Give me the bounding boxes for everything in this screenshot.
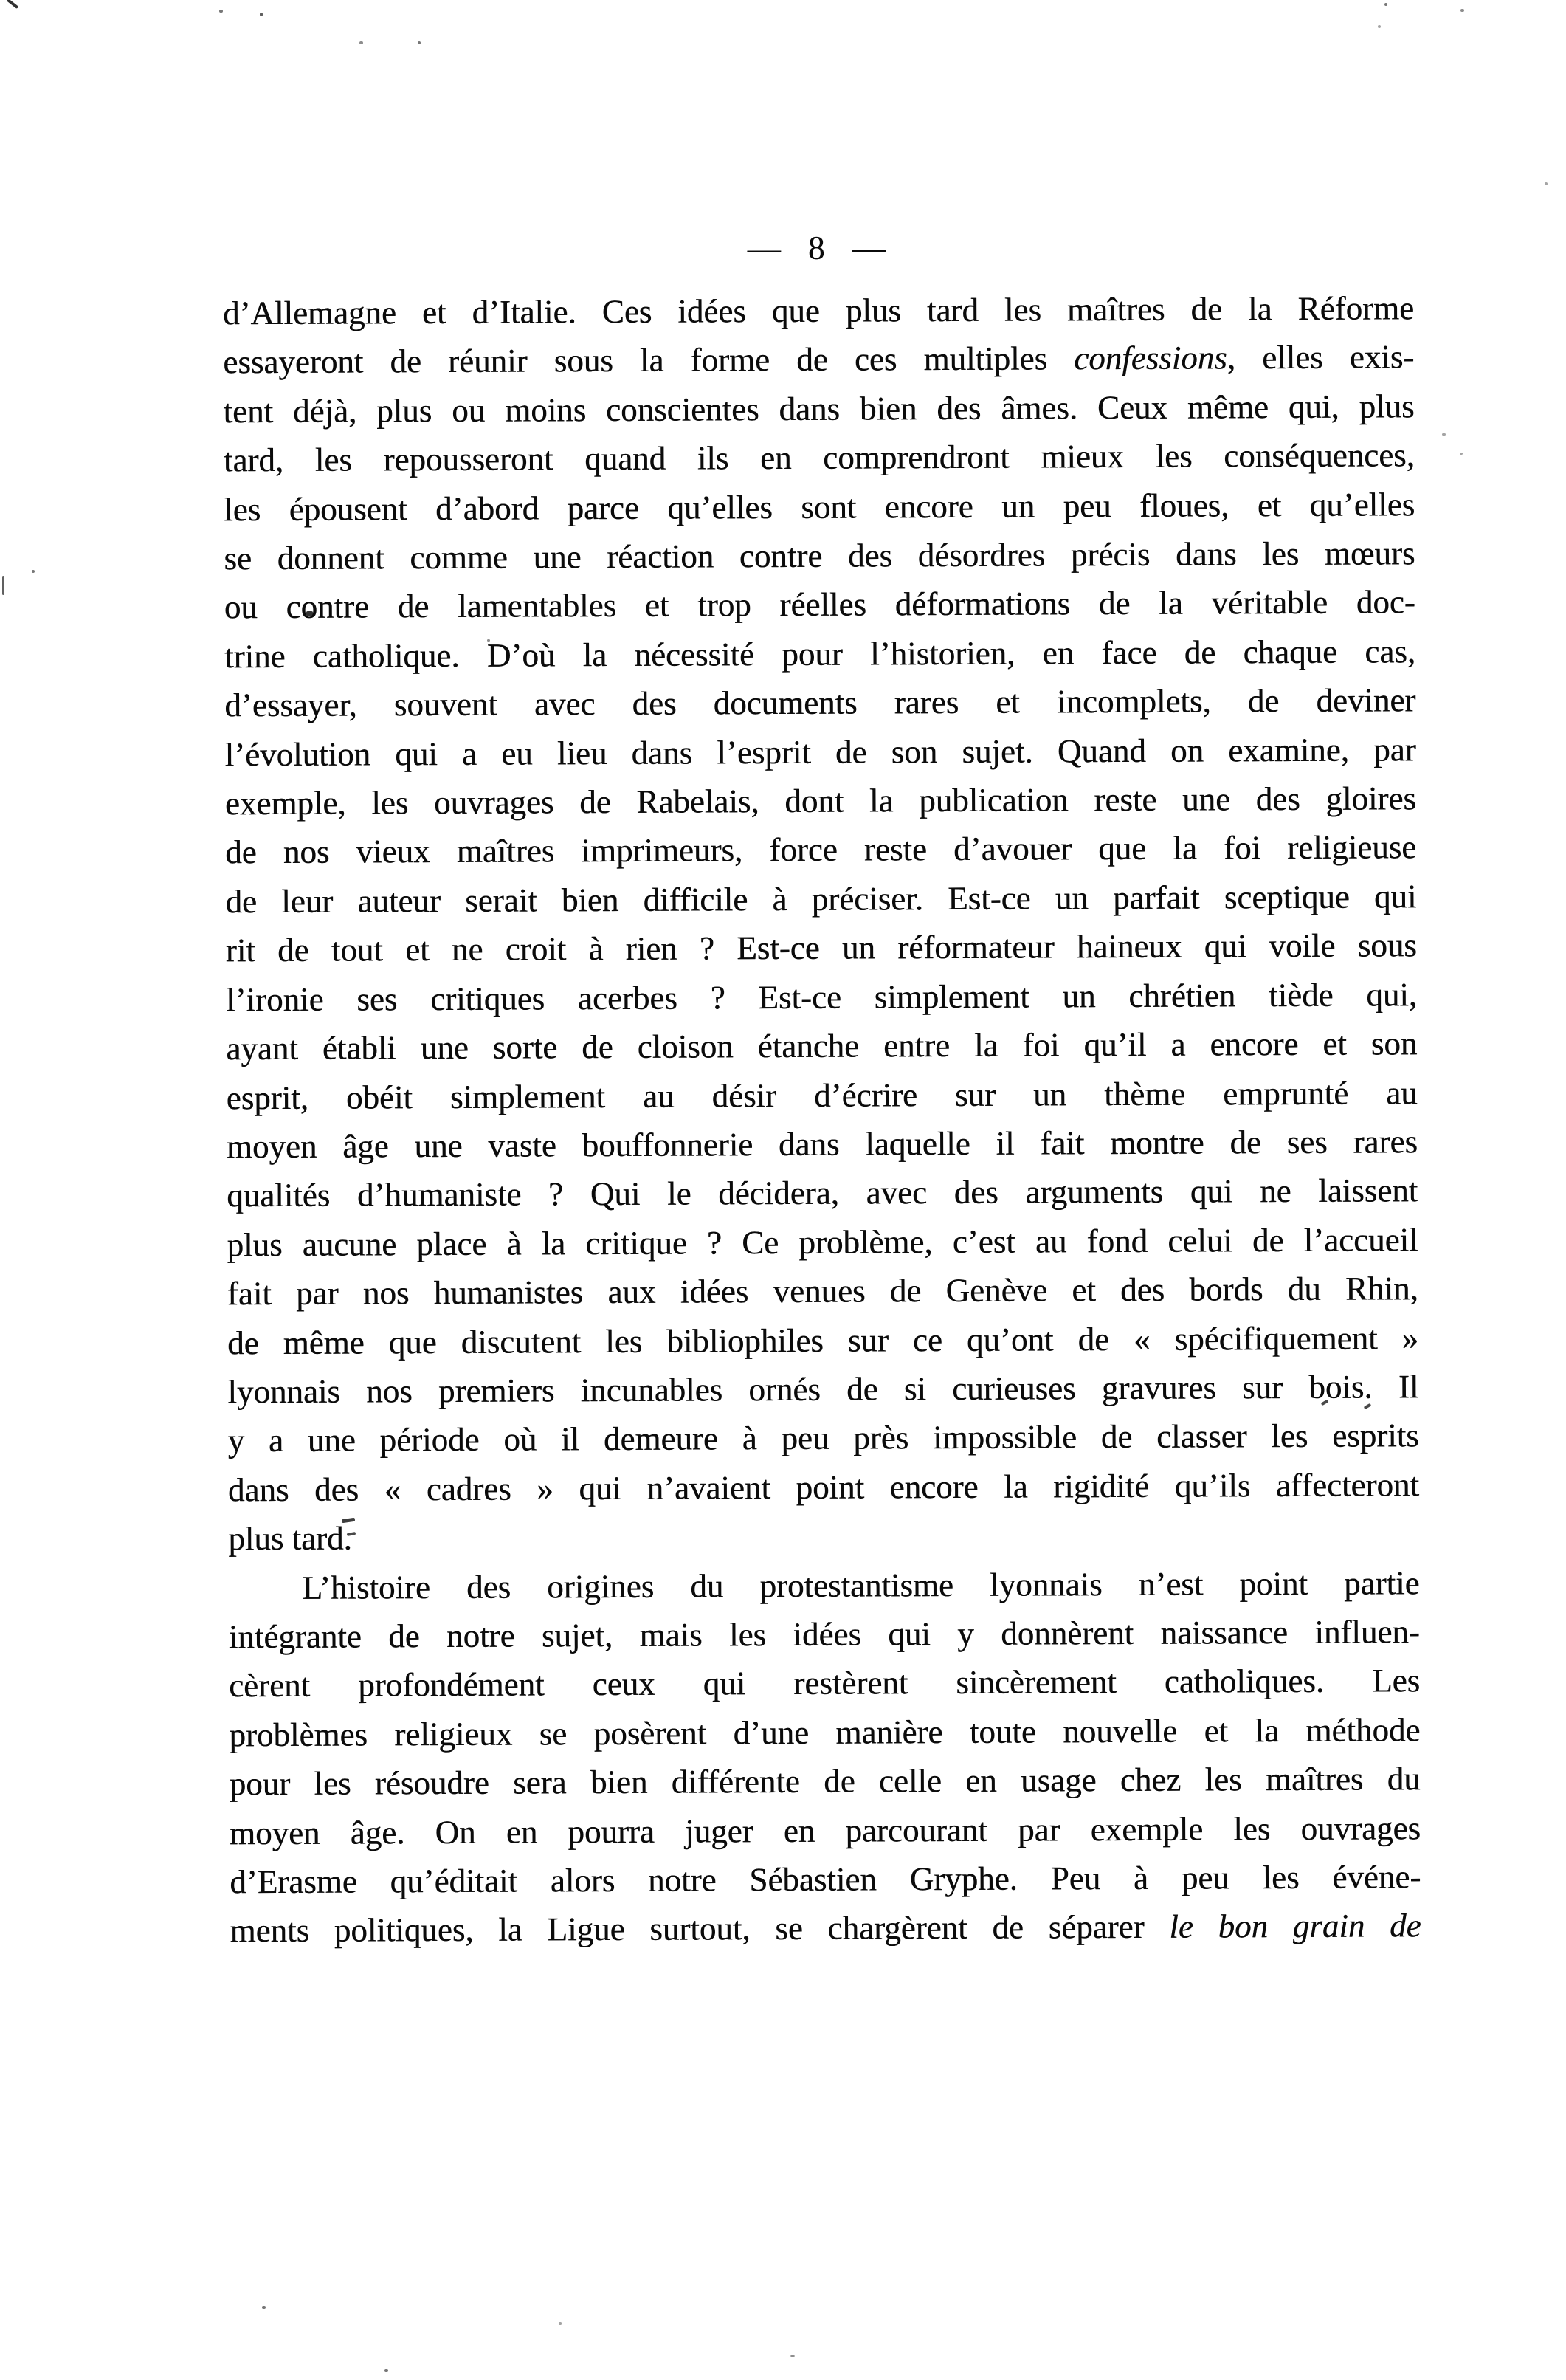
text-line [224, 430, 1415, 484]
text-line [228, 1411, 1419, 1465]
text-line [225, 872, 1416, 926]
text-line [224, 725, 1415, 779]
text-line [227, 1313, 1418, 1367]
page-number: — 8 — [747, 229, 889, 267]
text-segment: rit de tout et ne croit à rien ? Est-ce un réformateur haineux qui voile sous [225, 926, 1417, 969]
text-segment: dans des « cadres » qui n’avaient point encore la rigidité qu’ils affecteront [227, 1466, 1420, 1509]
text-segment: pour les résoudre sera bien différente de celle en usage chez les maîtres du [229, 1760, 1421, 1803]
text-line [226, 970, 1417, 1024]
text-line [224, 480, 1415, 534]
text-line [228, 1558, 1419, 1612]
text-segment: , elles exis- [1227, 338, 1415, 376]
text-line [227, 1117, 1418, 1171]
text-segment: y a une période où il demeure à peu près impossible de classer les esprits [227, 1417, 1419, 1459]
text-segment: ou contre de lamentables et trop réelles déformations de la véritable doc- [224, 583, 1415, 626]
text-segment: d’Allemagne et d’Italie. Ces idées que plus tard les maîtres de la Réforme [222, 289, 1415, 332]
italic-text-segment: le bon grain de [1169, 1907, 1421, 1946]
text-line [229, 1607, 1420, 1661]
text-segment: ayant établi une sorte de cloison étanche entre la foi qu’il a encore et son [226, 1025, 1418, 1067]
text-segment: fait par nos humanistes aux idées venues de Genève et des bords du Rhin, [227, 1270, 1418, 1313]
text-segment: plus aucune place à la critique ? Ce problème, c’est au fond celui de l’accueil [227, 1220, 1418, 1264]
text-segment: ments politiques, la Ligue surtout, se chargèrent de séparer [230, 1908, 1170, 1950]
text-line [224, 627, 1415, 681]
text-segment: essayeront de réunir sous la forme de ces multiples [223, 340, 1075, 381]
text-line [228, 1509, 1419, 1563]
text-line [230, 1852, 1421, 1906]
text-line [224, 529, 1415, 582]
text-line [227, 1166, 1418, 1220]
text-line [227, 1264, 1418, 1318]
text-line [223, 283, 1414, 337]
text-segment: lyonnais nos premiers incunables ornés de si curieuses gravures sur bois. Il [227, 1368, 1419, 1411]
text-line [223, 382, 1414, 436]
text-segment: l’ironie ses critiques acerbes ? Est-ce simplement un chrétien tiède qui, [225, 975, 1418, 1018]
text-line [223, 333, 1414, 387]
text-line [225, 774, 1416, 828]
text-line [225, 823, 1416, 877]
text-segment: plus tard. [228, 1519, 352, 1558]
text-segment: d’essayer, souvent avec des documents rares et incomplets, de deviner [224, 681, 1416, 724]
text-segment: de nos vieux maîtres imprimeurs, force reste d’avouer que la foi religieuse [225, 828, 1417, 871]
text-segment: de leur auteur serait bien difficile à préciser. Est-ce un parfait sceptique qui [225, 878, 1417, 921]
text-segment: d’Erasme qu’éditait alors notre Sébastien Gryphe. Peu à peu les événe- [230, 1858, 1421, 1901]
text-segment: esprit, obéit simplement au désir d’écrire sur un thème emprunté au [226, 1073, 1418, 1116]
text-segment: l’évolution qui a eu lieu dans l’esprit de son sujet. Quand on examine, par [224, 730, 1416, 773]
text-line [228, 1460, 1419, 1514]
text-segment: de même que discutent les bibliophiles sur ce qu’ont de « spécifiquement » [227, 1318, 1419, 1361]
text-line [226, 921, 1417, 975]
text-segment: intégrante de notre sujet, mais les idées qui y donnèrent naissance influen- [228, 1613, 1420, 1656]
text-segment: se donnent comme une réaction contre des désordres précis dans les mœurs [224, 534, 1415, 577]
text-line [226, 1019, 1417, 1073]
text-segment: les épousent d’abord parce qu’elles sont encore un peu floues, et qu’elles [224, 485, 1415, 528]
text-segment: moyen âge. On en pourra juger en parcourant par exemple les ouvrages [229, 1809, 1421, 1851]
text-line [227, 1362, 1418, 1416]
text-line [229, 1705, 1420, 1759]
text-segment: moyen âge une vaste bouffonnerie dans laquelle il fait montre de ses rares [226, 1123, 1418, 1166]
text-segment: qualités d’humaniste ? Qui le décidera, avec des arguments qui ne laissent [227, 1172, 1418, 1214]
text-segment: trine catholique. D’où la nécessité pour l’historien, en face de chaque cas, [224, 633, 1416, 675]
text-body [223, 283, 1421, 1956]
text-line [227, 1068, 1418, 1122]
text-line [229, 1657, 1420, 1710]
text-line [230, 1803, 1421, 1857]
text-line [224, 676, 1415, 730]
text-segment: tard, les repousseront quand ils en comprendront mieux les conséquences, [223, 436, 1415, 479]
text-segment: cèrent profondément ceux qui restèrent sincèrement catholiques. Les [229, 1662, 1421, 1705]
text-segment: exemple, les ouvrages de Rabelais, dont la publication reste une des gloires [224, 780, 1417, 822]
text-line [227, 1215, 1418, 1269]
text-line [230, 1754, 1421, 1808]
text-segment: tent déjà, plus ou moins conscientes dans bien des âmes. Ceux même qui, plus [223, 388, 1415, 430]
italic-text-segment: confessions [1074, 339, 1227, 377]
text-segment: L’histoire des origines du protestantisme lyonnais n’est point partie [302, 1564, 1420, 1606]
text-segment: problèmes religieux se posèrent d’une manière toute nouvelle et la méthode [229, 1711, 1421, 1754]
text-line [224, 578, 1415, 632]
text-line [230, 1902, 1421, 1956]
